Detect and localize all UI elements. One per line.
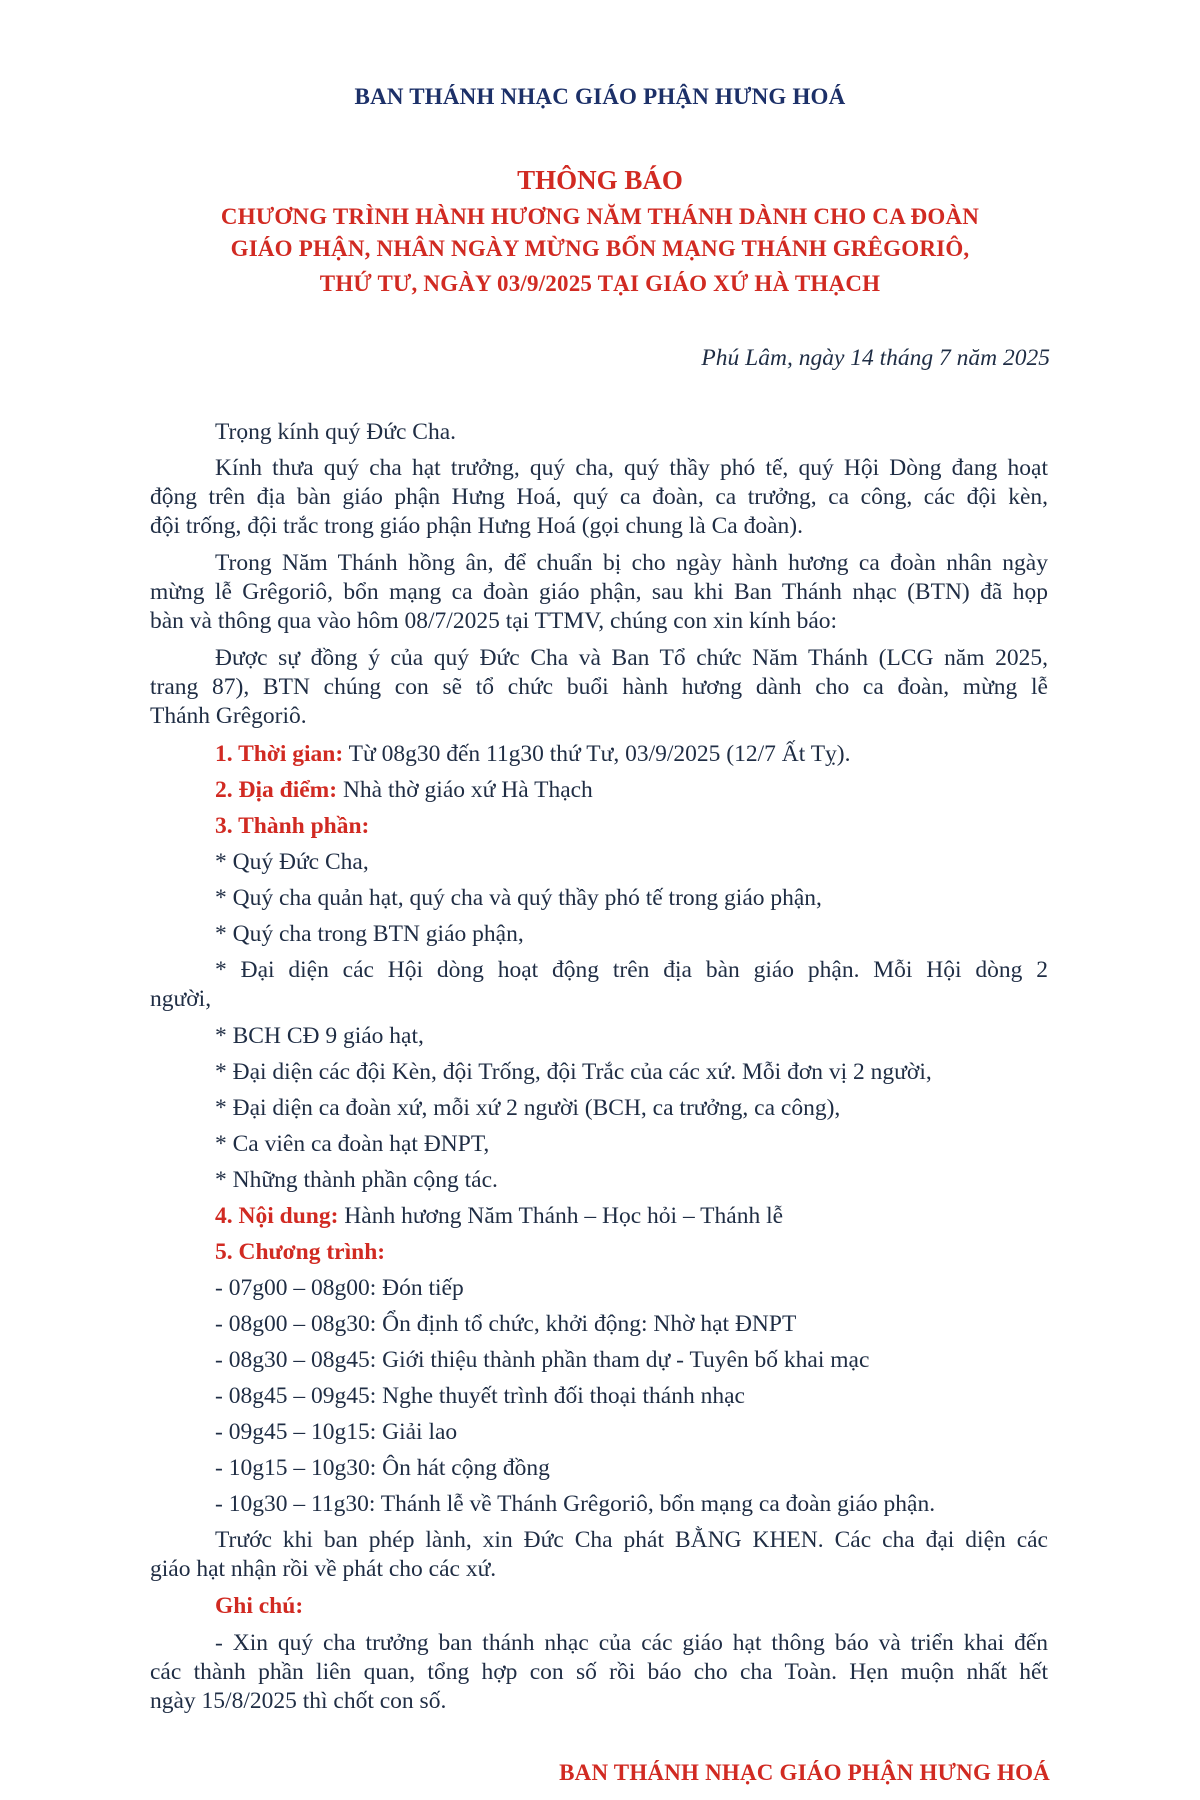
subtitle-line-1: CHƯƠNG TRÌNH HÀNH HƯƠNG NĂM THÁNH DÀNH CHO CA ĐOÀN: [220, 204, 980, 229]
paragraph-2-line-1: Trong Năm Thánh hồng ân, để chuẩn bị cho ngày hành hương ca đoàn nhân ngày: [215, 550, 1048, 576]
document-title: THÔNG BÁO: [517, 165, 683, 195]
participant-item: * Quý Đức Cha,: [215, 849, 369, 875]
section-participants-label: 3. Thành phần:: [215, 813, 370, 839]
date-line: Phú Lâm, ngày 14 tháng 7 năm 2025: [701, 345, 1050, 371]
paragraph-1-line-1: Kính thưa quý cha hạt trưởng, quý cha, quý thầy phó tế, quý Hội Dòng đang hoạt: [215, 455, 1048, 481]
section-content: [215, 1201, 783, 1231]
participant-item: * Đại diện các đội Kèn, đội Trống, đội Trắc của các xứ. Mỗi đơn vị 2 người,: [215, 1059, 932, 1085]
signature-organization: BAN THÁNH NHẠC GIÁO PHẬN HƯNG HOÁ: [559, 1760, 1050, 1785]
paragraph-3-line-3: Thánh Grêgoriô.: [150, 703, 307, 729]
section-program-label: 5. Chương trình:: [215, 1239, 386, 1265]
section-location: [215, 775, 593, 805]
note-line-3: ngày 15/8/2025 thì chốt con số.: [150, 1688, 447, 1714]
program-item: - 10g30 – 11g30: Thánh lễ về Thánh Grêgoriô, bổn mạng ca đoàn giáo phận.: [215, 1491, 936, 1517]
program-item: - 09g45 – 10g15: Giải lao: [215, 1419, 458, 1445]
section-location-label: 2. Địa điểm:: [215, 777, 338, 803]
paragraph-1-line-3: đội trống, đội trắc trong giáo phận Hưng Hoá (gọi chung là Ca đoàn).: [150, 513, 803, 539]
section-time-label: 1. Thời gian:: [215, 741, 344, 767]
section-content-label: 4. Nội dung:: [215, 1203, 339, 1229]
note-label: Ghi chú:: [215, 1593, 304, 1619]
paragraph-4-line-2: giáo hạt nhận rồi về phát cho các xứ.: [150, 1556, 497, 1582]
participant-item: * Những thành phần cộng tác.: [215, 1167, 498, 1193]
subtitle-line-2: GIÁO PHẬN, NHÂN NGÀY MỪNG BỔN MẠNG THÁNH GRÊGORIÔ,: [230, 236, 970, 261]
paragraph-4-line-1: Trước khi ban phép lành, xin Đức Cha phát BẰNG KHEN. Các cha đại diện các: [215, 1527, 1048, 1553]
section-time: [215, 739, 851, 769]
participant-item: * Quý cha quản hạt, quý cha và quý thầy phó tế trong giáo phận,: [215, 885, 822, 911]
paragraph-3-line-1: Được sự đồng ý của quý Đức Cha và Ban Tổ chức Năm Thánh (LCG năm 2025,: [215, 645, 1048, 671]
program-item: - 08g45 – 09g45: Nghe thuyết trình đối thoại thánh nhạc: [215, 1383, 745, 1409]
section-content-text: Hành hương Năm Thánh – Học hỏi – Thánh lễ: [338, 1203, 784, 1229]
subtitle-line-3: THỨ TƯ, NGÀY 03/9/2025 TẠI GIÁO XỨ HÀ THẠCH: [319, 271, 881, 296]
participant-item: * Đại diện ca đoàn xứ, mỗi xứ 2 người (BCH, ca trưởng, ca công),: [215, 1095, 841, 1121]
participant-item-continuation: người,: [150, 986, 212, 1012]
section-time-text: Từ 08g30 đến 11g30 thứ Tư, 03/9/2025 (12/7 Ất Tỵ).: [343, 741, 851, 767]
note-line-2: các thành phần liên quan, tổng hợp con số rồi báo cho cha Toàn. Hẹn muộn nhất hết: [150, 1659, 1048, 1685]
participant-item: * Quý cha trong BTN giáo phận,: [215, 921, 524, 947]
paragraph-2-line-2: mừng lễ Grêgoriô, bổn mạng ca đoàn giáo phận, sau khi Ban Thánh nhạc (BTN) đã họp: [150, 579, 1048, 605]
header-organization: BAN THÁNH NHẠC GIÁO PHẬN HƯNG HOÁ: [354, 84, 846, 109]
paragraph-2-line-3: bàn và thông qua vào hôm 08/7/2025 tại TTMV, chúng con xin kính báo:: [150, 608, 838, 634]
participant-item: * BCH CĐ 9 giáo hạt,: [215, 1023, 424, 1049]
program-item: - 07g00 – 08g00: Đón tiếp: [215, 1275, 464, 1301]
note-line-1: - Xin quý cha trưởng ban thánh nhạc của các giáo hạt thông báo và triển khai đến: [215, 1630, 1048, 1656]
program-item: - 08g30 – 08g45: Giới thiệu thành phần tham dự - Tuyên bố khai mạc: [215, 1347, 870, 1373]
program-item: - 10g15 – 10g30: Ôn hát cộng đồng: [215, 1455, 550, 1481]
program-item: - 08g00 – 08g30: Ổn định tổ chức, khởi động: Nhờ hạt ĐNPT: [215, 1311, 797, 1337]
paragraph-3-line-2: trang 87), BTN chúng con sẽ tổ chức buổi hành hương dành cho ca đoàn, mừng lễ: [150, 674, 1048, 700]
greeting: Trọng kính quý Đức Cha.: [215, 419, 457, 445]
participant-item: * Ca viên ca đoàn hạt ĐNPT,: [215, 1131, 490, 1157]
participant-item: * Đại diện các Hội dòng hoạt động trên địa bàn giáo phận. Mỗi Hội dòng 2: [215, 957, 1048, 983]
paragraph-1-line-2: động trên địa bàn giáo phận Hưng Hoá, quý ca đoàn, ca trưởng, ca công, các đội kèn,: [150, 484, 1048, 510]
section-location-text: Nhà thờ giáo xứ Hà Thạch: [337, 777, 593, 803]
